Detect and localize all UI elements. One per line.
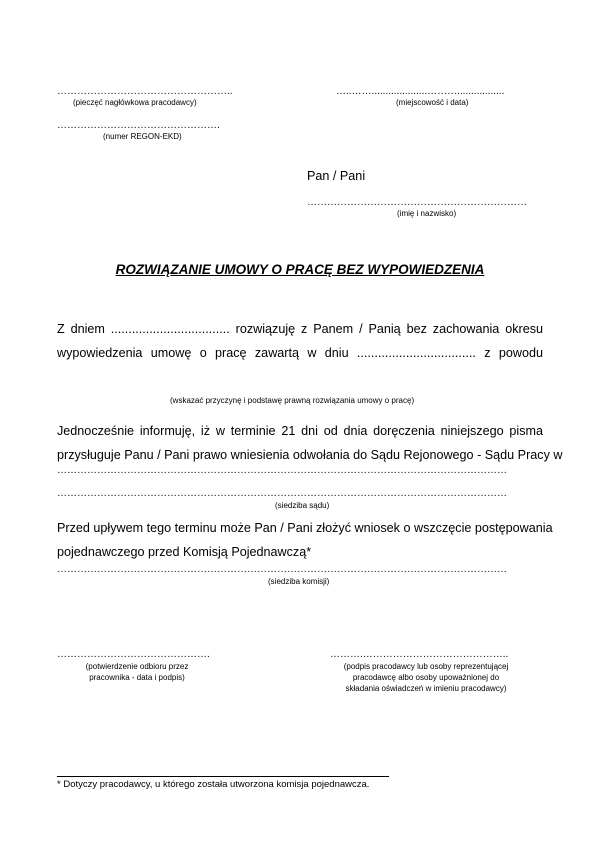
employee-caption-line2: pracownika - data i podpis)	[89, 673, 185, 682]
paragraph1-line2: wypowiedzenia umowę o pracę zawartą w dniu .................................. z powodu	[57, 346, 543, 360]
footnote-divider	[57, 776, 389, 777]
recipient-salutation: Pan / Pani	[307, 169, 366, 183]
regon-caption: (numer REGON-EKD)	[103, 132, 182, 141]
paragraph3-line1: Przed upływem tego terminu może Pan / Pani złożyć wniosek o wszczęcie postępowania	[57, 521, 553, 535]
employer-stamp-line: ……………………………………………..	[57, 86, 233, 97]
place-date-caption: (miejscowość i data)	[396, 98, 469, 107]
employer-signature-line: ……….……………………………………..	[330, 649, 509, 660]
regon-line: ………………………………………….	[57, 120, 220, 131]
recipient-name-line: …………………………………………………………	[307, 197, 527, 208]
place-date-line: …..……....................……….................	[336, 86, 505, 97]
court-line-2: ………………………………………………………………………………………………………………………	[57, 488, 507, 499]
employer-caption-line3: składania oświadczeń w imieniu pracodawcy)	[345, 684, 507, 693]
commission-caption: (siedziba komisji)	[268, 577, 330, 586]
reason-caption: (wskazać przyczynę i podstawę prawną rozwiązania umowy o pracę)	[170, 396, 415, 405]
employer-caption-line1: (podpis pracodawcy lub osoby reprezentującej	[343, 662, 509, 671]
court-line-1: ………………………………………………………………………………………………………………………	[57, 465, 507, 476]
employer-stamp-caption: (pieczęć nagłówkowa pracodawcy)	[73, 98, 197, 107]
court-caption: (siedziba sądu)	[275, 501, 330, 510]
paragraph3-line2: pojednawczego przed Komisją Pojednawczą*	[57, 545, 312, 559]
employee-signature-caption	[57, 661, 217, 683]
document-title: ROZWIĄZANIE UMOWY O PRACĘ BEZ WYPOWIEDZENIA	[115, 262, 485, 277]
paragraph1-line1: Z dniem .................................. rozwiązuję z Panem / Panią bez zachowania okresu	[57, 322, 543, 336]
employee-caption-line1: (potwierdzenie odbioru przez	[85, 662, 189, 671]
employee-signature-line: ……………………………………….	[57, 649, 210, 660]
employer-caption-line2: pracodawcę albo osoby upoważnionej do	[352, 673, 500, 682]
recipient-name-caption: (imię i nazwisko)	[397, 209, 457, 218]
employer-signature-caption	[322, 661, 530, 694]
paragraph2-line1: Jednocześnie informuję, iż w terminie 21 dni od dnia doręczenia niniejszego pisma	[57, 424, 543, 438]
paragraph2-line2: przysługuje Panu / Pani prawo wniesienia odwołania do Sądu Rejonowego - Sądu Pracy w	[57, 448, 563, 462]
footnote-text: * Dotyczy pracodawcy, u którego została utworzona komisja pojednawcza.	[57, 779, 370, 790]
commission-line: ………………………………………………………………………………………………………………………	[57, 564, 507, 575]
